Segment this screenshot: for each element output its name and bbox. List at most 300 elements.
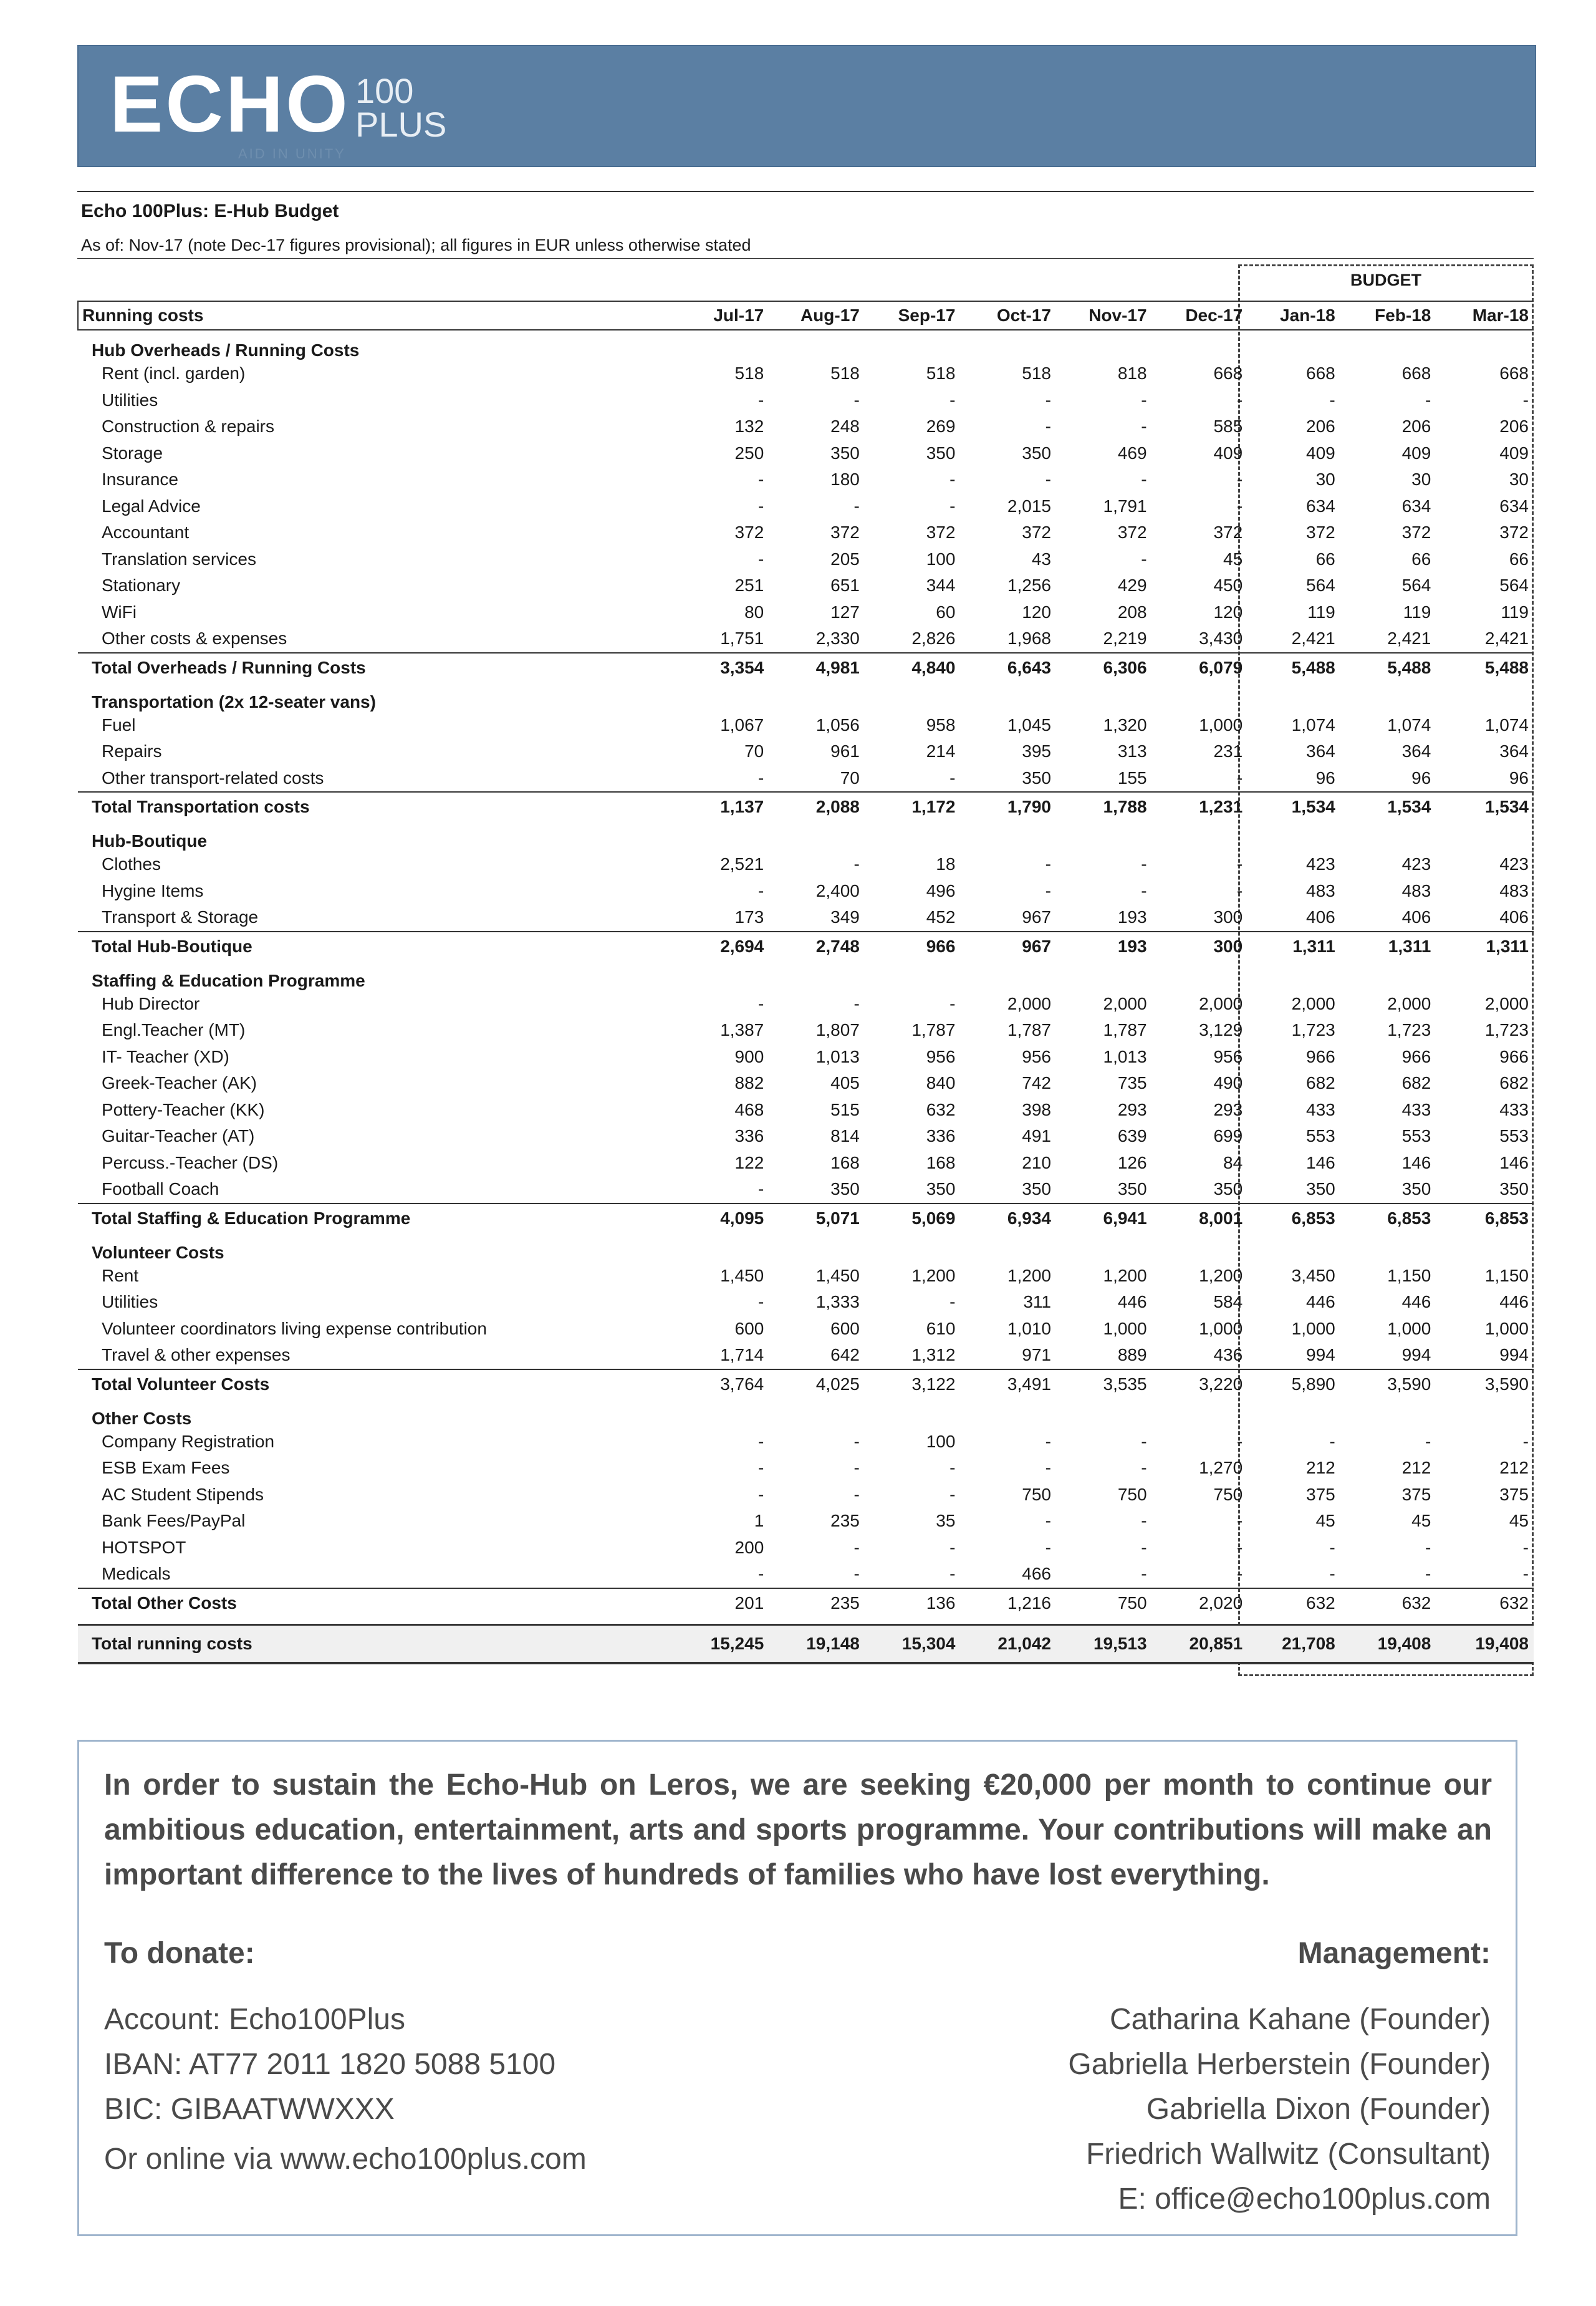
- cell-value: 750: [1117, 1484, 1147, 1504]
- cell-value: 336: [734, 1126, 764, 1146]
- contact-email[interactable]: E: office@echo100plus.com: [1118, 2183, 1491, 2216]
- cell-value: 2,330: [815, 629, 860, 649]
- table-row: [78, 493, 1534, 520]
- cell-value: 6,853: [1247, 1204, 1340, 1233]
- table-row-label: Percuss.-Teacher (DS): [102, 1152, 279, 1172]
- cell-value: 15,304: [865, 1624, 961, 1663]
- cell-value: -: [853, 496, 860, 516]
- cell-value: 3,354: [675, 653, 769, 682]
- cell-value: 3,590: [1436, 1369, 1534, 1399]
- cell-value: 433: [1306, 1099, 1335, 1119]
- cell-value: 966: [865, 932, 961, 961]
- section-title: [78, 821, 1534, 851]
- cell-value: -: [757, 1431, 764, 1451]
- cell-value: 750: [1056, 1588, 1152, 1618]
- cell-value: -: [1236, 1511, 1243, 1531]
- table-row: [78, 1097, 1534, 1124]
- cell-value: 6,934: [960, 1204, 1056, 1233]
- cell-value: 2,000: [1007, 993, 1051, 1013]
- month-header: Jul-17: [675, 301, 769, 330]
- table-row: [78, 1535, 1534, 1561]
- cell-value: 423: [1499, 854, 1529, 874]
- cell-value: 814: [830, 1126, 860, 1146]
- management-person: Gabriella Dixon (Founder): [1146, 2093, 1491, 2126]
- cell-value: 293: [1213, 1099, 1243, 1119]
- cell-value: 1,150: [1387, 1265, 1431, 1285]
- cell-value: 1,231: [1152, 792, 1248, 821]
- divider: [77, 258, 1534, 259]
- section-total-row: [78, 1588, 1534, 1618]
- cell-value: -: [1141, 549, 1147, 569]
- logo-number: 100: [355, 71, 414, 110]
- cell-value: 634: [1401, 496, 1431, 516]
- cell-value: 1,200: [1007, 1265, 1051, 1285]
- month-header: Dec-17: [1152, 301, 1248, 330]
- table-row-label: Translation services: [102, 549, 256, 569]
- cell-value: 632: [1247, 1588, 1340, 1618]
- cell-value: 4,095: [675, 1204, 769, 1233]
- cell-value: 212: [1401, 1458, 1431, 1478]
- cell-value: 168: [830, 1152, 860, 1172]
- section-title: [78, 1233, 1534, 1263]
- cell-value: 2,826: [911, 629, 956, 649]
- cell-value: 3,590: [1340, 1369, 1436, 1399]
- cell-value: 1: [754, 1511, 764, 1531]
- donate-heading: To donate:: [104, 1937, 255, 1970]
- cell-value: 668: [1401, 364, 1431, 384]
- cell-value: 30: [1411, 470, 1431, 490]
- cell-value: 409: [1499, 443, 1529, 463]
- grand-total-row: [78, 1624, 1534, 1663]
- table-header-row: [78, 301, 1534, 330]
- table-row-label: WiFi: [102, 602, 137, 622]
- cell-value: -: [757, 768, 764, 788]
- table-row: [78, 466, 1534, 493]
- management-heading: Management:: [1297, 1937, 1491, 1970]
- cell-value: 750: [1022, 1484, 1051, 1504]
- table-row-label: Clothes: [102, 854, 161, 874]
- month-header: Mar-18: [1436, 301, 1534, 330]
- logo-wordmark: ECHO: [110, 60, 350, 149]
- cell-value: 2,694: [675, 932, 769, 961]
- cell-value: 1,807: [815, 1020, 860, 1040]
- cell-value: -: [757, 390, 764, 410]
- cell-value: 70: [840, 768, 860, 788]
- cell-value: 127: [830, 602, 860, 622]
- cell-value: 483: [1306, 880, 1335, 900]
- cell-value: 2,020: [1152, 1588, 1248, 1618]
- cell-value: 19,148: [769, 1624, 865, 1663]
- cell-value: 84: [1223, 1152, 1243, 1172]
- cell-value: 1,787: [1007, 1020, 1051, 1040]
- cell-value: -: [1425, 390, 1431, 410]
- cell-value: 193: [1056, 932, 1152, 961]
- cell-value: 336: [926, 1126, 956, 1146]
- cell-value: -: [1141, 1511, 1147, 1531]
- cell-value: 966: [1401, 1046, 1431, 1066]
- donation-box: [77, 1740, 1517, 2236]
- cell-value: 5,069: [865, 1204, 961, 1233]
- month-header: Feb-18: [1340, 301, 1436, 330]
- cell-value: 235: [769, 1588, 865, 1618]
- cell-value: 21,708: [1247, 1624, 1340, 1663]
- cell-value: 350: [830, 1179, 860, 1199]
- cell-value: 518: [926, 364, 956, 384]
- cell-value: 250: [734, 443, 764, 463]
- cell-value: 2,219: [1103, 629, 1147, 649]
- cell-value: 5,890: [1247, 1369, 1340, 1399]
- cell-value: -: [853, 993, 860, 1013]
- cell-value: 20,851: [1152, 1624, 1248, 1663]
- cell-value: -: [949, 1292, 956, 1312]
- cell-value: 1,714: [720, 1345, 764, 1365]
- table-row-label: Engl.Teacher (MT): [102, 1020, 246, 1040]
- table-row: [78, 625, 1534, 653]
- cell-value: 66: [1315, 549, 1335, 569]
- cell-value: 214: [926, 741, 956, 761]
- cell-value: 122: [734, 1152, 764, 1172]
- cell-value: 193: [1117, 907, 1147, 927]
- online-donation-link[interactable]: Or online via www.echo100plus.com: [104, 2143, 587, 2176]
- cell-value: 8,001: [1152, 1204, 1248, 1233]
- cell-value: 350: [1022, 443, 1051, 463]
- cell-value: 409: [1306, 443, 1335, 463]
- cell-value: 1,200: [1199, 1265, 1243, 1285]
- table-row-label: Pottery-Teacher (KK): [102, 1099, 265, 1119]
- table-row: [78, 1508, 1534, 1535]
- table-row-label: Hub Director: [102, 993, 200, 1013]
- cell-value: 564: [1306, 576, 1335, 596]
- cell-value: 96: [1509, 768, 1529, 788]
- section-total-row: [78, 792, 1534, 821]
- cell-value: -: [757, 496, 764, 516]
- cell-value: 4,981: [769, 653, 865, 682]
- cell-value: 967: [1022, 907, 1051, 927]
- cell-value: 553: [1499, 1126, 1529, 1146]
- table-row-label: Bank Fees/PayPal: [102, 1511, 246, 1531]
- cell-value: 468: [734, 1099, 764, 1119]
- column-header-label: Running costs: [78, 301, 675, 330]
- cell-value: 1,320: [1103, 715, 1147, 735]
- cell-value: 6,941: [1056, 1204, 1152, 1233]
- cell-value: 1,312: [911, 1345, 956, 1365]
- cell-value: 956: [926, 1046, 956, 1066]
- cell-value: 350: [926, 1179, 956, 1199]
- cell-value: 2,400: [815, 880, 860, 900]
- cell-value: 205: [830, 549, 860, 569]
- section-total-row-label: Total Volunteer Costs: [78, 1369, 675, 1399]
- budget-table: [77, 301, 1534, 1664]
- divider: [77, 191, 1534, 192]
- cell-value: 1,791: [1103, 496, 1147, 516]
- cell-value: 2,421: [1387, 629, 1431, 649]
- table-row-label: Storage: [102, 443, 163, 463]
- table-row: [78, 360, 1534, 387]
- cell-value: 5,488: [1436, 653, 1534, 682]
- cell-value: 610: [926, 1318, 956, 1338]
- cell-value: -: [949, 470, 956, 490]
- cell-value: 639: [1117, 1126, 1147, 1146]
- cell-value: 966: [1306, 1046, 1335, 1066]
- cell-value: 1,074: [1484, 715, 1529, 735]
- cell-value: 168: [926, 1152, 956, 1172]
- cell-value: 3,220: [1152, 1369, 1248, 1399]
- table-row-label: Volunteer coordinators living expense contribution: [102, 1318, 487, 1338]
- cell-value: 469: [1117, 443, 1147, 463]
- table-row: [78, 1342, 1534, 1369]
- cell-value: -: [1141, 1458, 1147, 1478]
- cell-value: 364: [1306, 741, 1335, 761]
- cell-value: 1,074: [1387, 715, 1431, 735]
- table-row-label: HOTSPOT: [102, 1537, 186, 1557]
- cell-value: 398: [1022, 1099, 1051, 1119]
- cell-value: 994: [1401, 1345, 1431, 1365]
- cell-value: 251: [734, 576, 764, 596]
- cell-value: 45: [1315, 1511, 1335, 1531]
- cell-value: 2,000: [1484, 993, 1529, 1013]
- cell-value: 436: [1213, 1345, 1243, 1365]
- cell-value: -: [1236, 854, 1243, 874]
- cell-value: 4,840: [865, 653, 961, 682]
- bic: BIC: GIBAATWWXXX: [104, 2093, 395, 2126]
- cell-value: 1,045: [1007, 715, 1051, 735]
- cell-value: 1,013: [815, 1046, 860, 1066]
- cell-value: -: [949, 496, 956, 516]
- cell-value: 372: [1401, 523, 1431, 543]
- table-row-label: Utilities: [102, 390, 158, 410]
- cell-value: 395: [1022, 741, 1051, 761]
- table-row: [78, 572, 1534, 599]
- cell-value: 4,025: [769, 1369, 865, 1399]
- cell-value: 1,056: [815, 715, 860, 735]
- table-row: [78, 878, 1534, 905]
- cell-value: 406: [1401, 907, 1431, 927]
- cell-value: 2,521: [720, 854, 764, 874]
- cell-value: 372: [926, 523, 956, 543]
- table-row: [78, 1455, 1534, 1482]
- spacer-row: [78, 1618, 1534, 1625]
- section-total-row-label: Total Hub-Boutique: [78, 932, 675, 961]
- cell-value: 300: [1213, 907, 1243, 927]
- cell-value: 311: [1023, 1292, 1051, 1312]
- cell-value: 956: [1213, 1046, 1243, 1066]
- cell-value: 210: [1022, 1152, 1051, 1172]
- cell-value: 1,256: [1007, 576, 1051, 596]
- cell-value: 405: [830, 1073, 860, 1093]
- cell-value: -: [1522, 1564, 1529, 1584]
- cell-value: -: [1425, 1431, 1431, 1451]
- cell-value: 882: [734, 1073, 764, 1093]
- section-total-row: [78, 1204, 1534, 1233]
- cell-value: 45: [1223, 549, 1243, 569]
- table-row: [78, 851, 1534, 878]
- cell-value: 994: [1306, 1345, 1335, 1365]
- cell-value: 2,088: [769, 792, 865, 821]
- cell-value: 3,764: [675, 1369, 769, 1399]
- table-row: [78, 738, 1534, 765]
- cell-value: 446: [1117, 1292, 1147, 1312]
- cell-value: 632: [1340, 1588, 1436, 1618]
- cell-value: -: [757, 993, 764, 1013]
- cell-value: 1,534: [1340, 792, 1436, 821]
- cell-value: 632: [1436, 1588, 1534, 1618]
- cell-value: 634: [1499, 496, 1529, 516]
- cell-value: 651: [830, 576, 860, 596]
- cell-value: -: [949, 1458, 956, 1478]
- cell-value: 3,129: [1199, 1020, 1243, 1040]
- cell-value: 518: [734, 364, 764, 384]
- cell-value: 206: [1499, 417, 1529, 437]
- cell-value: -: [757, 1458, 764, 1478]
- cell-value: 350: [1022, 768, 1051, 788]
- cell-value: 206: [1306, 417, 1335, 437]
- cell-value: 30: [1509, 470, 1529, 490]
- cell-value: 372: [734, 523, 764, 543]
- section-total-row: [78, 932, 1534, 961]
- cell-value: 372: [1499, 523, 1529, 543]
- cell-value: 45: [1411, 1511, 1431, 1531]
- cell-value: 1,000: [1199, 1318, 1243, 1338]
- cell-value: 120: [1213, 602, 1243, 622]
- management-list: [1068, 1997, 1491, 2222]
- cell-value: -: [1141, 390, 1147, 410]
- cell-value: -: [1045, 880, 1051, 900]
- table-row: [78, 1263, 1534, 1290]
- table-row: [78, 413, 1534, 440]
- cell-value: 364: [1499, 741, 1529, 761]
- cell-value: 6,853: [1436, 1204, 1534, 1233]
- cell-value: -: [1236, 1564, 1243, 1584]
- cell-value: 889: [1117, 1345, 1147, 1365]
- cell-value: 3,535: [1056, 1369, 1152, 1399]
- spacer-cell: [78, 1618, 1534, 1625]
- cell-value: -: [1045, 1458, 1051, 1478]
- cell-value: 1,000: [1484, 1318, 1529, 1338]
- cell-value: 1,000: [1199, 715, 1243, 735]
- management-person: Friedrich Wallwitz (Consultant): [1085, 2138, 1491, 2171]
- table-row: [78, 991, 1534, 1018]
- cell-value: 173: [734, 907, 764, 927]
- table-row-label: Insurance: [102, 470, 178, 490]
- cell-value: 375: [1499, 1484, 1529, 1504]
- table-row: [78, 1044, 1534, 1071]
- cell-value: 100: [926, 549, 956, 569]
- cell-value: 1,150: [1484, 1265, 1529, 1285]
- cell-value: 350: [1022, 1179, 1051, 1199]
- document-title: Echo 100Plus: E-Hub Budget: [81, 201, 339, 221]
- cell-value: 1,787: [911, 1020, 956, 1040]
- cell-value: 1,200: [911, 1265, 956, 1285]
- cell-value: -: [1522, 1537, 1529, 1557]
- cell-value: 5,488: [1247, 653, 1340, 682]
- cell-value: 1,723: [1291, 1020, 1335, 1040]
- cell-value: 1,067: [720, 715, 764, 735]
- cell-value: 231: [1213, 741, 1243, 761]
- cell-value: 2,000: [1103, 993, 1147, 1013]
- cell-value: 750: [1213, 1484, 1243, 1504]
- table-row-label: Utilities: [102, 1292, 158, 1312]
- cell-value: 1,790: [960, 792, 1056, 821]
- cell-value: 293: [1117, 1099, 1147, 1119]
- section-title-label: Volunteer Costs: [92, 1242, 224, 1262]
- cell-value: -: [949, 1564, 956, 1584]
- table-row-label: Stationary: [102, 576, 181, 596]
- cell-value: -: [1045, 417, 1051, 437]
- cell-value: 585: [1213, 417, 1243, 437]
- grand-total-row-label: Total running costs: [78, 1624, 675, 1663]
- cell-value: -: [853, 1537, 860, 1557]
- cell-value: 350: [1499, 1179, 1529, 1199]
- cell-value: 433: [1401, 1099, 1431, 1119]
- cell-value: -: [1236, 390, 1243, 410]
- month-header: Aug-17: [769, 301, 865, 330]
- cell-value: -: [1329, 1431, 1335, 1451]
- cell-value: 433: [1499, 1099, 1529, 1119]
- cell-value: 1,216: [960, 1588, 1056, 1618]
- month-header: Jan-18: [1247, 301, 1340, 330]
- month-header: Oct-17: [960, 301, 1056, 330]
- cell-value: -: [949, 1484, 956, 1504]
- table-row-label: Football Coach: [102, 1179, 219, 1199]
- cell-value: 1,010: [1007, 1318, 1051, 1338]
- table-row-label: Accountant: [102, 523, 190, 543]
- table-row-label: Hygine Items: [102, 880, 204, 900]
- cell-value: 350: [830, 443, 860, 463]
- cell-value: 1,534: [1247, 792, 1340, 821]
- table-row-label: Construction & repairs: [102, 417, 275, 437]
- cell-value: 2,000: [1291, 993, 1335, 1013]
- cell-value: -: [949, 993, 956, 1013]
- cell-value: -: [949, 1537, 956, 1557]
- cell-value: 2,000: [1387, 993, 1431, 1013]
- table-row: [78, 1123, 1534, 1150]
- cell-value: 126: [1117, 1152, 1147, 1172]
- cell-value: 600: [830, 1318, 860, 1338]
- cell-value: 632: [926, 1099, 956, 1119]
- cell-value: 18: [936, 854, 956, 874]
- table-row-label: Medicals: [102, 1564, 171, 1584]
- cell-value: -: [853, 1431, 860, 1451]
- iban: IBAN: AT77 2011 1820 5088 5100: [104, 2048, 556, 2081]
- cell-value: 1,450: [815, 1265, 860, 1285]
- section-total-row-label: Total Staffing & Education Programme: [78, 1204, 675, 1233]
- cell-value: -: [1425, 1537, 1431, 1557]
- cell-value: 429: [1117, 576, 1147, 596]
- cell-value: 600: [734, 1318, 764, 1338]
- cell-value: -: [1045, 1537, 1051, 1557]
- cell-value: 96: [1315, 768, 1335, 788]
- section-total-row: [78, 653, 1534, 682]
- cell-value: 66: [1509, 549, 1529, 569]
- cell-value: 146: [1499, 1152, 1529, 1172]
- cell-value: 446: [1306, 1292, 1335, 1312]
- cell-value: 682: [1401, 1073, 1431, 1093]
- management-person: Gabriella Herberstein (Founder): [1068, 2048, 1491, 2081]
- cell-value: 966: [1499, 1046, 1529, 1066]
- cell-value: 1,013: [1103, 1046, 1147, 1066]
- cell-value: 3,450: [1291, 1265, 1335, 1285]
- cell-value: 1,000: [1387, 1318, 1431, 1338]
- cell-value: 21,042: [960, 1624, 1056, 1663]
- table-row: [78, 1429, 1534, 1455]
- cell-value: -: [1236, 768, 1243, 788]
- cell-value: -: [757, 470, 764, 490]
- cell-value: 735: [1117, 1073, 1147, 1093]
- cell-value: -: [1141, 1564, 1147, 1584]
- cell-value: 1,333: [815, 1292, 860, 1312]
- cell-value: 372: [1022, 523, 1051, 543]
- table-row: [78, 1289, 1534, 1316]
